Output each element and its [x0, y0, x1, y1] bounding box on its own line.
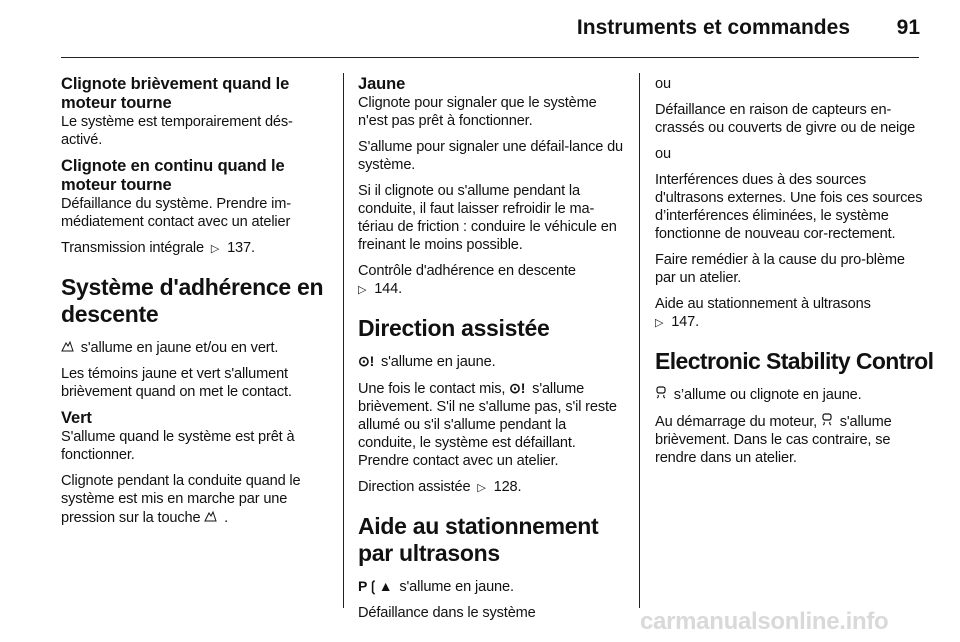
text-steering-1 [358, 379, 626, 470]
ref-transmission-label: Transmission intégrale [61, 240, 204, 256]
page-number: 91 [896, 16, 920, 39]
text-green-2-label: Clignote pendant la conduite quand le système est mis en marche par une pression sur la touche [61, 473, 301, 526]
heading-continuous: Clignote en continu quand le moteur tourne [61, 157, 285, 194]
hill-descent-icon [204, 509, 221, 525]
header-rule [61, 57, 919, 58]
column-2 [358, 75, 626, 630]
page-reference-arrow-icon: ▷ [358, 284, 367, 296]
ref-steering-label: Direction assistée [358, 479, 471, 495]
watermark-logo: carmanualsonline.info [640, 608, 889, 635]
text-esc-light [655, 385, 923, 404]
column-separator-1 [343, 73, 344, 608]
ref-steering [358, 478, 626, 497]
text-steering-1b: s'allume brièvement. S'il ne s'allume pas, s'il reste allumé ou s'il s'allume pendant la conduite, le système est défaillant. Prendre contact avec un atelier. [358, 381, 617, 469]
text-descent-light-label: s'allume en jaune et/ou en vert. [80, 340, 279, 356]
ref-steering-page: 128. [493, 479, 522, 495]
text-descent-start: Les témoins jaune et vert s'allument brièvement quand on met le contact. [61, 366, 292, 400]
esc-skid-icon [655, 386, 671, 402]
parking-sensor-icon: P❲▲ [358, 578, 393, 594]
text-or-1: ou [655, 76, 671, 92]
page-reference-arrow-icon: ▷ [477, 482, 486, 494]
heading-blink-running: Clignote brièvement quand le moteur tourne [61, 75, 290, 112]
ref-transmission-page: 137. [227, 240, 255, 256]
ref-transmission [61, 239, 329, 258]
ref-descent [358, 262, 626, 299]
page-reference-arrow-icon: ▷ [210, 243, 220, 255]
heading-green: Vert [61, 409, 92, 427]
text-steering-light-label: s'allume en jaune. [381, 354, 496, 370]
text-descent-light [61, 338, 329, 357]
power-steering-icon: ⊙! [358, 353, 375, 369]
text-yellow-2: S'allume pour signaler une défail-lance du système. [358, 139, 624, 173]
column-3 [655, 75, 934, 475]
text-parking-light-label: s'allume en jaune. [399, 579, 514, 595]
hill-descent-icon [61, 339, 78, 355]
esc-skid-icon [821, 413, 837, 429]
text-sensors: Défaillance en raison de capteurs en-crassés ou couverts de givre ou de neige [655, 102, 916, 136]
power-steering-icon: ⊙! [509, 380, 526, 396]
ref-parking-page: 147. [671, 314, 700, 330]
text-repair: Faire remédier à la cause du pro-blème par un atelier. [655, 252, 905, 286]
text-parking-fault: Défaillance dans le système [358, 605, 536, 621]
text-green-2: Clignote pendant la conduite quand le système est mis en marche par une pression sur la touche . [61, 473, 301, 526]
text-yellow-1: Clignote pour signaler que le système n'est pas prêt à fonctionner. [358, 95, 597, 129]
text-esc-light-label: s’allume ou clignote en jaune. [673, 387, 862, 403]
heading-steering: Direction assistée [358, 315, 550, 341]
column-separator-2 [639, 73, 640, 608]
heading-parking: Aide au stationnement par ultrasons [358, 513, 599, 566]
text-esc-1 [655, 412, 923, 467]
text-blink-running: Le système est temporairement dés-activé. [61, 114, 293, 148]
text-green-1: S'allume quand le système est prêt à fonctionner. [61, 429, 295, 463]
header-title: Instruments et commandes [576, 16, 850, 39]
heading-yellow: Jaune [358, 75, 406, 93]
text-esc-1b: s'allume brièvement. Dans le cas contraire, se rendre dans un atelier. [655, 414, 892, 466]
ref-descent-label: Contrôle d'adhérence en descente [358, 263, 576, 279]
text-parking-light [358, 577, 626, 596]
text-steering-light [358, 352, 626, 371]
text-esc-1a: Au démarrage du moteur, [655, 414, 818, 430]
text-interference: Interférences dues à des sources d'ultrasons externes. Une fois ces sources d’interférences éliminées, le système fonctionne de nouveau cor-rectement. [655, 172, 923, 242]
text-yellow-3: Si il clignote ou s'allume pendant la conduite, il faut laisser refroidir le ma-tériau de friction : conduire le véhicule en freinant le moins possible. [358, 183, 617, 253]
page-reference-arrow-icon: ▷ [655, 317, 664, 329]
ref-descent-page: 144. [374, 281, 403, 297]
ref-parking-label: Aide au stationnement à ultrasons [655, 296, 871, 312]
text-continuous: Défaillance du système. Prendre im-médiatement contact avec un atelier [61, 196, 291, 230]
heading-esc: Electronic Stability Control [655, 348, 934, 374]
column-1 [61, 75, 329, 535]
text-steering-1a: Une fois le contact mis, [358, 381, 506, 397]
ref-parking [655, 295, 923, 332]
text-or-2: ou [655, 146, 671, 162]
heading-descent: Système d'adhérence en descente [61, 274, 324, 327]
